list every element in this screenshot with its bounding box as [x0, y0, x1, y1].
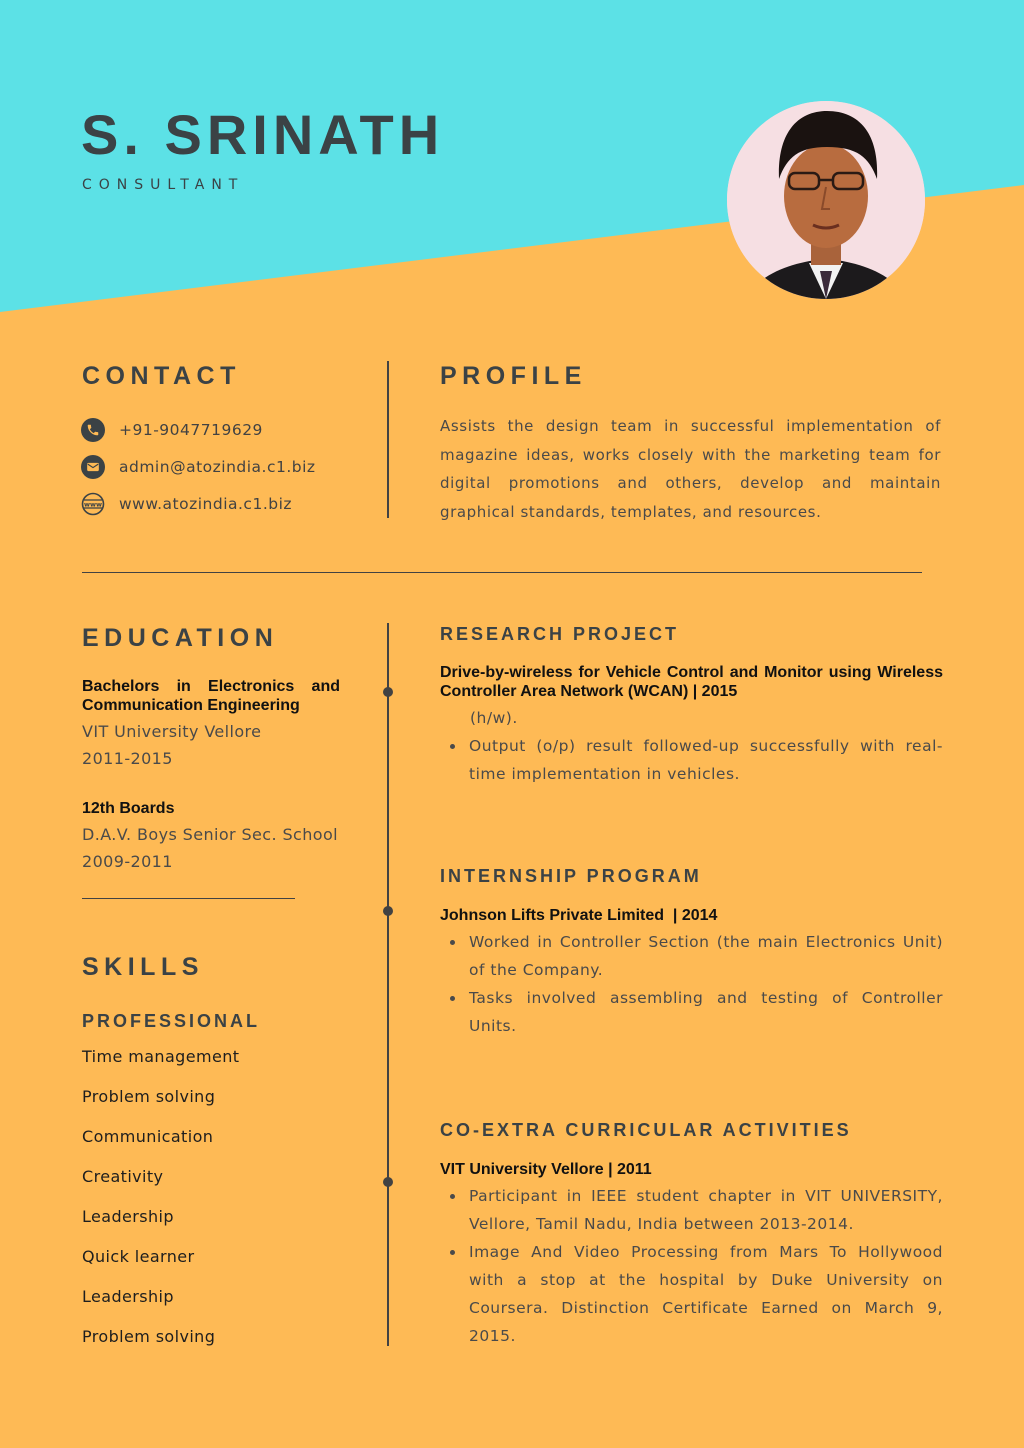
research-bullets: [440, 732, 943, 788]
email-address: admin@atozindia.c1.biz: [119, 458, 316, 476]
website-url: www.atozindia.c1.biz: [119, 495, 293, 513]
list-item: Worked in Controller Section (the main Electronics Unit) of the Company.: [440, 928, 943, 984]
candidate-role: CONSULTANT: [82, 177, 245, 193]
research-note: (h/w).: [470, 709, 518, 727]
activities-heading: CO-EXTRA CURRICULAR ACTIVITIES: [440, 1120, 852, 1140]
list-item: Image And Video Processing from Mars To Hollywood with a stop at the hospital by Duke University on Coursera. Distinction Certificate Earned on March 9, 2015.: [440, 1238, 943, 1350]
skill-item: Quick learner: [82, 1247, 195, 1266]
skill-item: Leadership: [82, 1287, 174, 1306]
timeline-line: [387, 623, 389, 1346]
list-item: Participant in IEEE student chapter in VIT UNIVERSITY, Vellore, Tamil Nadu, India between 2013-2014.: [440, 1182, 943, 1238]
contact-phone[interactable]: [81, 417, 263, 443]
skills-heading: SKILLS: [82, 953, 204, 981]
activities-org: VIT University Vellore | 2011: [440, 1161, 652, 1178]
globe-icon-label: www: [83, 500, 103, 509]
education-heading: EDUCATION: [82, 624, 279, 652]
skill-item: Time management: [82, 1047, 240, 1066]
timeline-dot: [383, 906, 393, 916]
school-name: VIT University Vellore: [82, 722, 262, 741]
profile-text: Assists the design team in successful implementation of magazine ideas, works closely with the marketing team for digital promotions and others, develop and maintain graphical standards, templates, and resources.: [440, 417, 941, 521]
degree-title: 12th Boards: [82, 800, 175, 817]
timeline-dot: [383, 687, 393, 697]
contact-heading: CONTACT: [82, 362, 241, 390]
contact-divider: [387, 361, 389, 518]
research-heading: RESEARCH PROJECT: [440, 624, 680, 644]
globe-icon: [81, 492, 105, 516]
timeline-dot: [383, 1177, 393, 1187]
portrait-image: [727, 101, 925, 299]
skill-item: Communication: [82, 1127, 214, 1146]
education-divider: [82, 898, 295, 899]
internship-company: Johnson Lifts Private Limited | 2014: [440, 907, 718, 924]
school-name: D.A.V. Boys Senior Sec. School: [82, 825, 338, 844]
skill-item: Creativity: [82, 1167, 164, 1186]
research-title: Drive-by-wireless for Vehicle Control and Monitor using Wireless Controller Area Network (WCAN) | 2015: [440, 664, 943, 700]
phone-number: +91-9047719629: [119, 421, 263, 439]
profile-heading: PROFILE: [440, 362, 587, 390]
study-years: 2009-2011: [82, 852, 173, 871]
candidate-name: S. SRINATH: [81, 103, 445, 166]
education-entry: [82, 677, 340, 772]
activities-bullets: [440, 1182, 943, 1350]
internship-bullets: [440, 928, 943, 1040]
skill-item: Leadership: [82, 1207, 174, 1226]
mail-icon: [81, 455, 105, 479]
degree-title: Bachelors in Electronics and Communication Engineering: [82, 678, 340, 714]
list-item: Tasks involved assembling and testing of Controller Units.: [440, 984, 943, 1040]
list-item: Output (o/p) result followed-up successfully with real-time implementation in vehicles.: [440, 732, 943, 788]
profile-photo: [727, 101, 925, 299]
study-years: 2011-2015: [82, 749, 173, 768]
internship-heading: INTERNSHIP PROGRAM: [440, 866, 702, 886]
skill-item: Problem solving: [82, 1327, 216, 1346]
contact-email[interactable]: [81, 454, 316, 480]
phone-icon: [81, 418, 105, 442]
skills-subheading: PROFESSIONAL: [82, 1011, 261, 1031]
skill-item: Problem solving: [82, 1087, 216, 1106]
section-divider: [82, 572, 922, 573]
education-entry: [82, 799, 352, 875]
contact-website[interactable]: [81, 491, 292, 517]
